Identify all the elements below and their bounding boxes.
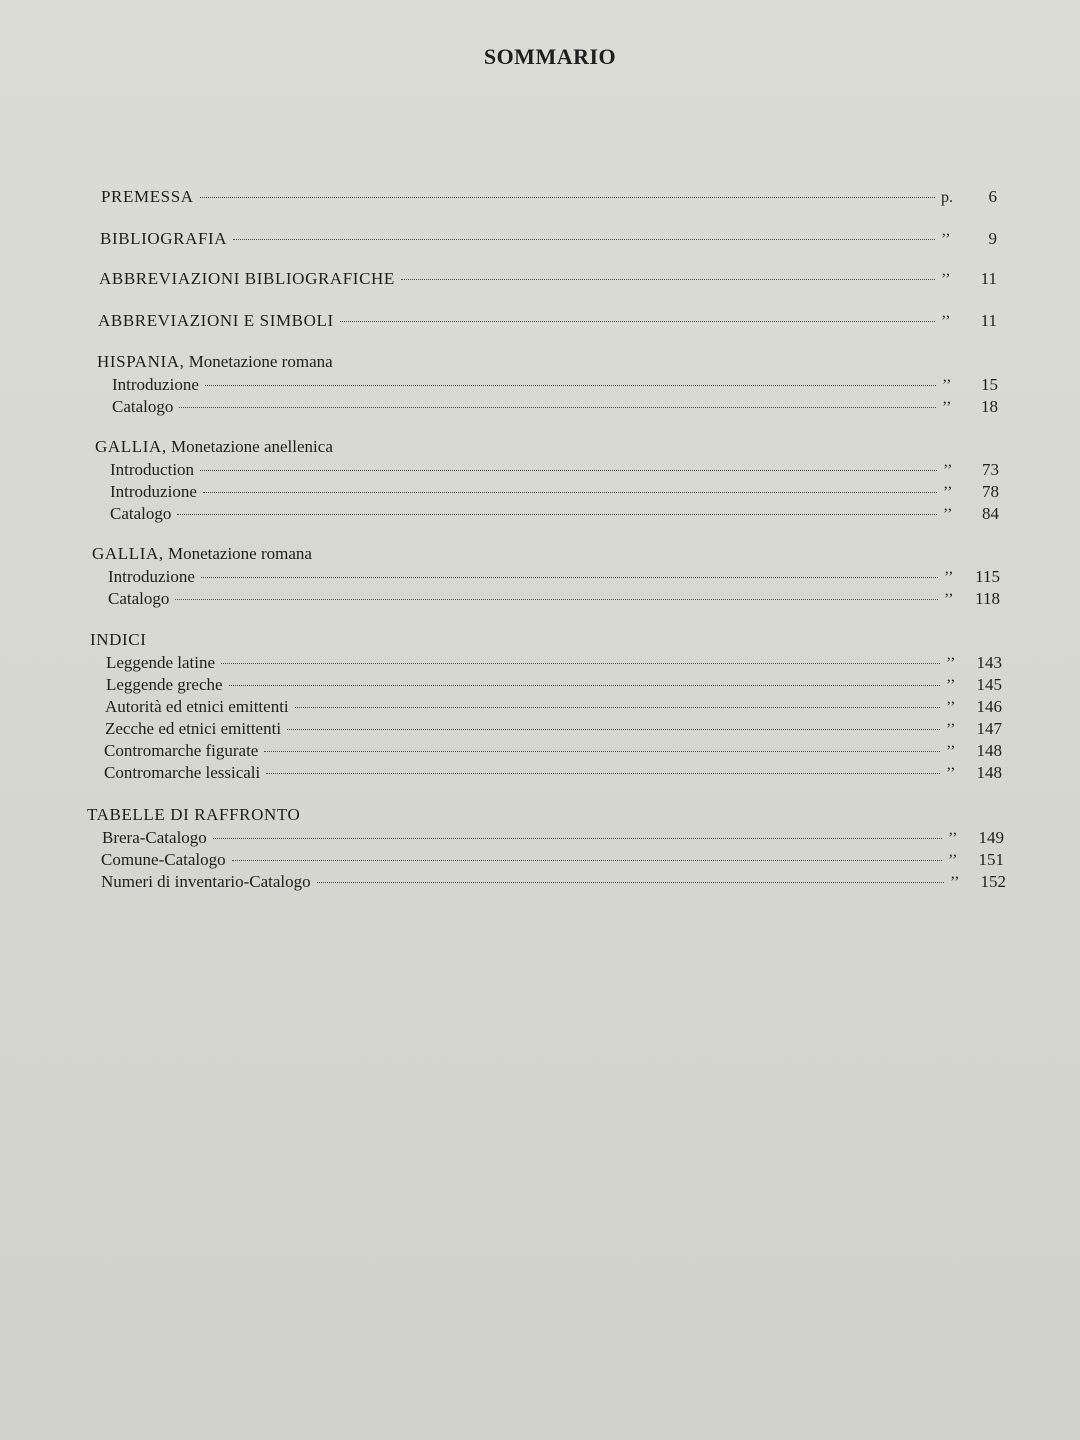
toc-entry-page: 145 [976,675,1002,694]
toc-entry-label: Catalogo [112,397,174,416]
toc-entry [110,503,999,526]
toc-entry [104,740,1002,763]
toc-entry-label: Zecche ed etnici emittenti [105,719,282,738]
toc-entry-page: 84 [982,504,999,523]
dot-leader [179,407,936,408]
toc-entry-label: BIBLIOGRAFIA [100,229,228,248]
toc-entry-page: 149 [978,828,1004,847]
toc-entry-abbreviazioni-e-simboli [98,310,997,333]
toc-entry [101,849,1004,872]
section-heading-rest: Monetazione anellenica [166,437,333,456]
toc-entry [102,827,1004,850]
section-heading-caps: HISPANIA, [97,352,185,371]
toc-entry-marker: ’’ [946,655,956,672]
section-heading-caps: INDICI [90,630,147,649]
toc-entry [101,871,1006,894]
toc-entry-label: Catalogo [108,589,170,608]
toc-entry-label: Leggende latine [106,653,216,672]
section-heading-caps: GALLIA, [92,544,164,563]
dot-leader [205,385,936,386]
section-heading-caps: TABELLE DI RAFFRONTO [87,805,301,824]
dot-leader [233,239,935,240]
toc-entry-label: ABBREVIAZIONI BIBLIOGRAFICHE [99,269,395,288]
section-heading-gallia-romana [92,543,312,565]
toc-entry [108,588,1000,611]
toc-entry [104,762,1002,785]
toc-entry-label: Contromarche lessicali [104,763,261,782]
toc-entry-marker: ’’ [941,231,951,248]
dot-leader [232,860,942,861]
toc-entry-marker: ’’ [943,484,953,501]
toc-entry [105,696,1002,719]
dot-leader [177,514,937,515]
toc-entry-label: Autorità ed etnici emittenti [105,697,289,716]
toc-entry-label: Comune-Catalogo [101,850,226,869]
section-heading-hispania [97,351,333,373]
section-heading-indici [90,629,146,651]
toc-entry-marker: ’’ [943,506,953,523]
toc-entry-marker: ’’ [946,677,956,694]
toc-entry-label: Introduction [110,460,195,479]
toc-entry [110,481,999,504]
dot-leader [221,663,940,664]
toc-entry-page: 11 [980,269,997,288]
toc-entry [108,566,1000,589]
toc-entry-page: 151 [978,850,1004,869]
toc-entry-page: 78 [982,482,999,501]
dot-leader [201,577,938,578]
dot-leader [200,197,935,198]
toc-entry [105,718,1002,741]
dot-leader [264,751,940,752]
toc-entry-label: Contromarche figurate [104,741,259,760]
toc-entry-page: 146 [976,697,1002,716]
toc-entry-label: Introduzione [110,482,197,501]
toc-entry-page: 148 [976,763,1002,782]
toc-entry-page: 11 [980,311,997,330]
toc-entry-page: 118 [975,589,1000,608]
toc-entry-marker: ’’ [948,852,958,869]
dot-leader [213,838,942,839]
toc-entry-page: 9 [988,229,997,248]
toc-entry-label: ABBREVIAZIONI E SIMBOLI [98,311,334,330]
dot-leader [295,707,940,708]
toc-entry-label: Numeri di inventario-Catalogo [101,872,311,891]
toc-entry-bibliografia [100,228,997,251]
dot-leader [401,279,935,280]
toc-entry-page: 147 [976,719,1002,738]
toc-entry-marker: ’’ [944,569,954,586]
toc-entry-marker: ’’ [948,830,958,847]
toc-entry-marker: ’’ [944,591,954,608]
toc-entry [106,674,1002,697]
toc-entry-label: Catalogo [110,504,172,523]
toc-entry-label: Brera-Catalogo [102,828,207,847]
section-heading-tabelle-di-raffronto [87,804,300,826]
toc-entry-marker: ’’ [950,874,960,891]
toc-entry-marker: ’’ [941,313,951,330]
toc-entry-label: Introduzione [112,375,199,394]
section-heading-caps: GALLIA, [95,437,167,456]
toc-entry-marker: p. [941,189,953,206]
toc-entry-marker: ’’ [946,721,956,738]
toc-entry-marker: ’’ [946,699,956,716]
section-heading-rest: Monetazione romana [184,352,333,371]
dot-leader [175,599,938,600]
toc-entry-label: Introduzione [108,567,195,586]
toc-entry [110,459,999,482]
toc-entry-page: 6 [988,187,997,206]
toc-entry-page: 152 [980,872,1006,891]
dot-leader [317,882,944,883]
toc-entry [106,652,1002,675]
dot-leader [203,492,937,493]
toc-entry [112,396,998,419]
toc-entry-page: 148 [976,741,1002,760]
toc-entry-marker: ’’ [946,743,956,760]
dot-leader [200,470,937,471]
toc-entry [112,374,998,397]
toc-entry-page: 115 [975,567,1000,586]
page-title: SOMMARIO [483,44,617,69]
toc-entry-page: 15 [981,375,998,394]
toc-entry-marker: ’’ [942,377,952,394]
toc-entry-page: 18 [981,397,998,416]
toc-entry-marker: ’’ [943,462,953,479]
section-heading-gallia-anellenica [95,436,333,458]
dot-leader [266,773,940,774]
toc-entry-page: 73 [982,460,999,479]
toc-entry-label: Leggende greche [106,675,223,694]
dot-leader [229,685,940,686]
dot-leader [287,729,940,730]
toc-entry-abbreviazioni-bibliografiche [99,268,997,291]
toc-entry-page: 143 [976,653,1002,672]
dot-leader [340,321,935,322]
toc-entry-marker: ’’ [942,399,952,416]
toc-entry-marker: ’’ [946,765,956,782]
toc-entry-marker: ’’ [941,271,951,288]
toc-entry-label: PREMESSA [101,187,194,206]
toc-entry-premessa [101,186,997,209]
section-heading-rest: Monetazione romana [163,544,312,563]
